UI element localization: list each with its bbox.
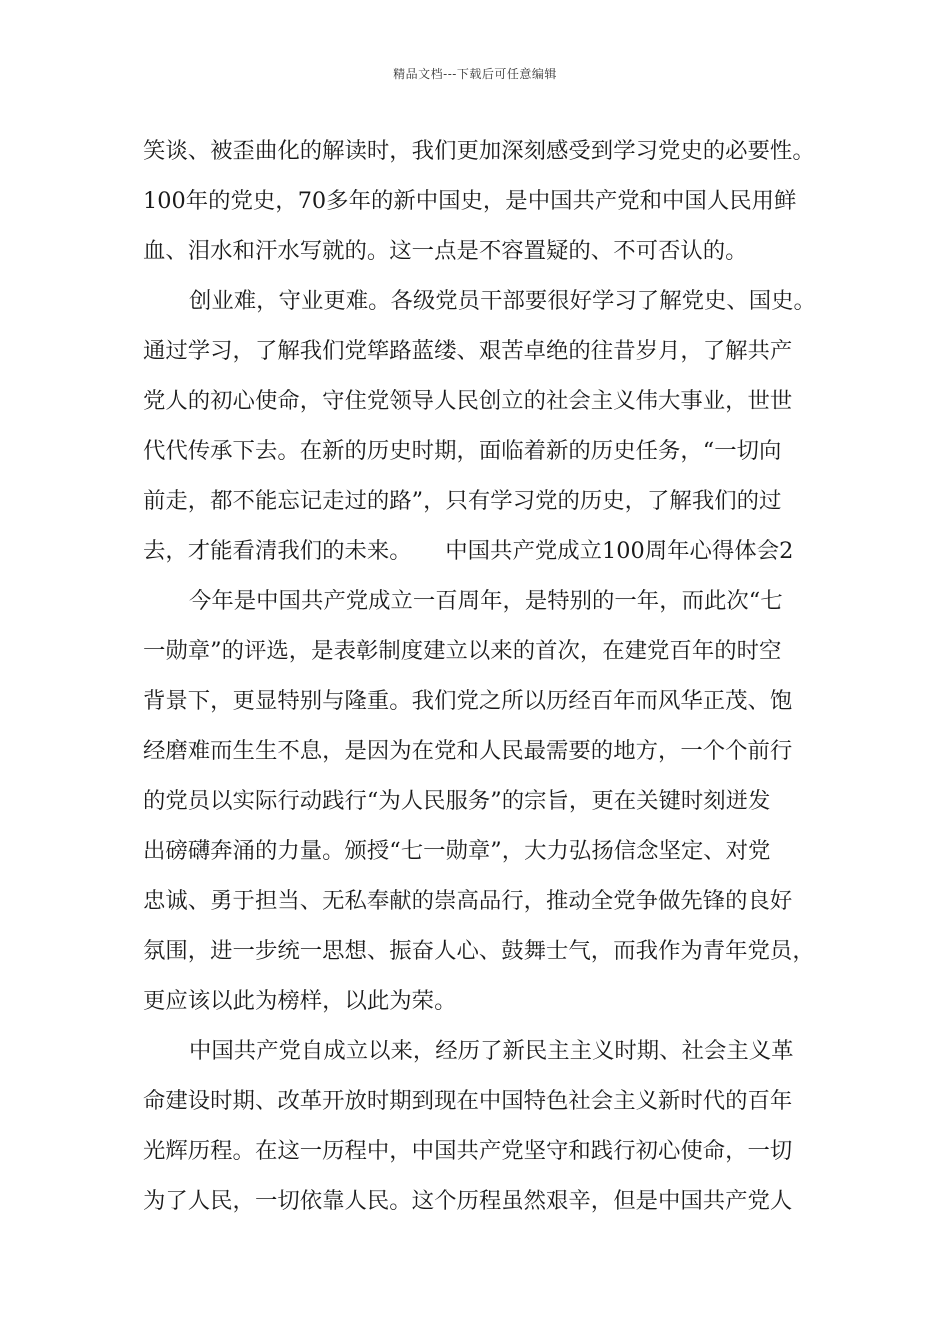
text-line: 命建设时期、改革开放时期到现在中国特色社会主义新时代的百年 xyxy=(143,1088,793,1114)
text-line: 氛围，进一步统一思想、振奋人心、鼓舞士气，而我作为青年党员， xyxy=(143,938,815,964)
paragraph-start-line: 中国共产党自成立以来，经历了新民主主义时期、社会主义革 xyxy=(189,1038,794,1064)
text-line: 忠诚、勇于担当、无私奉献的崇高品行，推动全党争做先锋的良好 xyxy=(143,888,793,914)
text-line: 光辉历程。在这一历程中，中国共产党坚守和践行初心使命，一切 xyxy=(143,1138,793,1164)
text-line: 前走，都不能忘记走过的路”，只有学习党的历史，了解我们的过 xyxy=(143,488,782,514)
paragraph-start-line: 今年是中国共产党成立一百周年，是特别的一年，而此次“七 xyxy=(189,588,783,614)
text-line: 一勋章”的评选，是表彰制度建立以来的首次，在建党百年的时空 xyxy=(143,638,782,664)
text-line: 笑谈、被歪曲化的解读时，我们更加深刻感受到学习党史的必要性。 xyxy=(143,138,815,164)
text-line: 的党员以实际行动践行“为人民服务”的宗旨，更在关键时刻迸发 xyxy=(143,788,771,814)
text-line: 为了人民，一切依靠人民。这个历程虽然艰辛，但是中国共产党人 xyxy=(143,1188,793,1214)
text-line: 党人的初心使命，守住党领导人民创立的社会主义伟大事业，世世 xyxy=(143,388,793,414)
text-line: 100年的党史，70多年的新中国史，是中国共产党和中国人民用鲜 xyxy=(143,188,797,214)
document-body xyxy=(143,126,833,1226)
text-line: 更应该以此为榜样，以此为荣。 xyxy=(143,988,457,1014)
text-line: 经磨难而生生不息，是因为在党和人民最需要的地方，一个个前行 xyxy=(143,738,793,764)
text-line: 通过学习，了解我们党筚路蓝缕、艰苦卓绝的往昔岁月，了解共产 xyxy=(143,338,793,364)
page-header: 精品文档---下载后可任意编辑 xyxy=(393,67,557,81)
text-line-with-heading: 去，才能看清我们的未来。 中国共产党成立100周年心得体会2 xyxy=(143,538,794,564)
text-line: 代代传承下去。在新的历史时期，面临着新的历史任务，“一切向 xyxy=(143,438,782,464)
text-line: 背景下，更显特别与隆重。我们党之所以历经百年而风华正茂、饱 xyxy=(143,688,793,714)
text-line: 出磅礴奔涌的力量。颁授“七一勋章”，大力弘扬信念坚定、对党 xyxy=(143,838,771,864)
paragraph-start-line: 创业难，守业更难。各级党员干部要很好学习了解党史、国史。 xyxy=(189,288,816,314)
text-line: 血、泪水和汗水写就的。这一点是不容置疑的、不可否认的。 xyxy=(143,238,748,264)
